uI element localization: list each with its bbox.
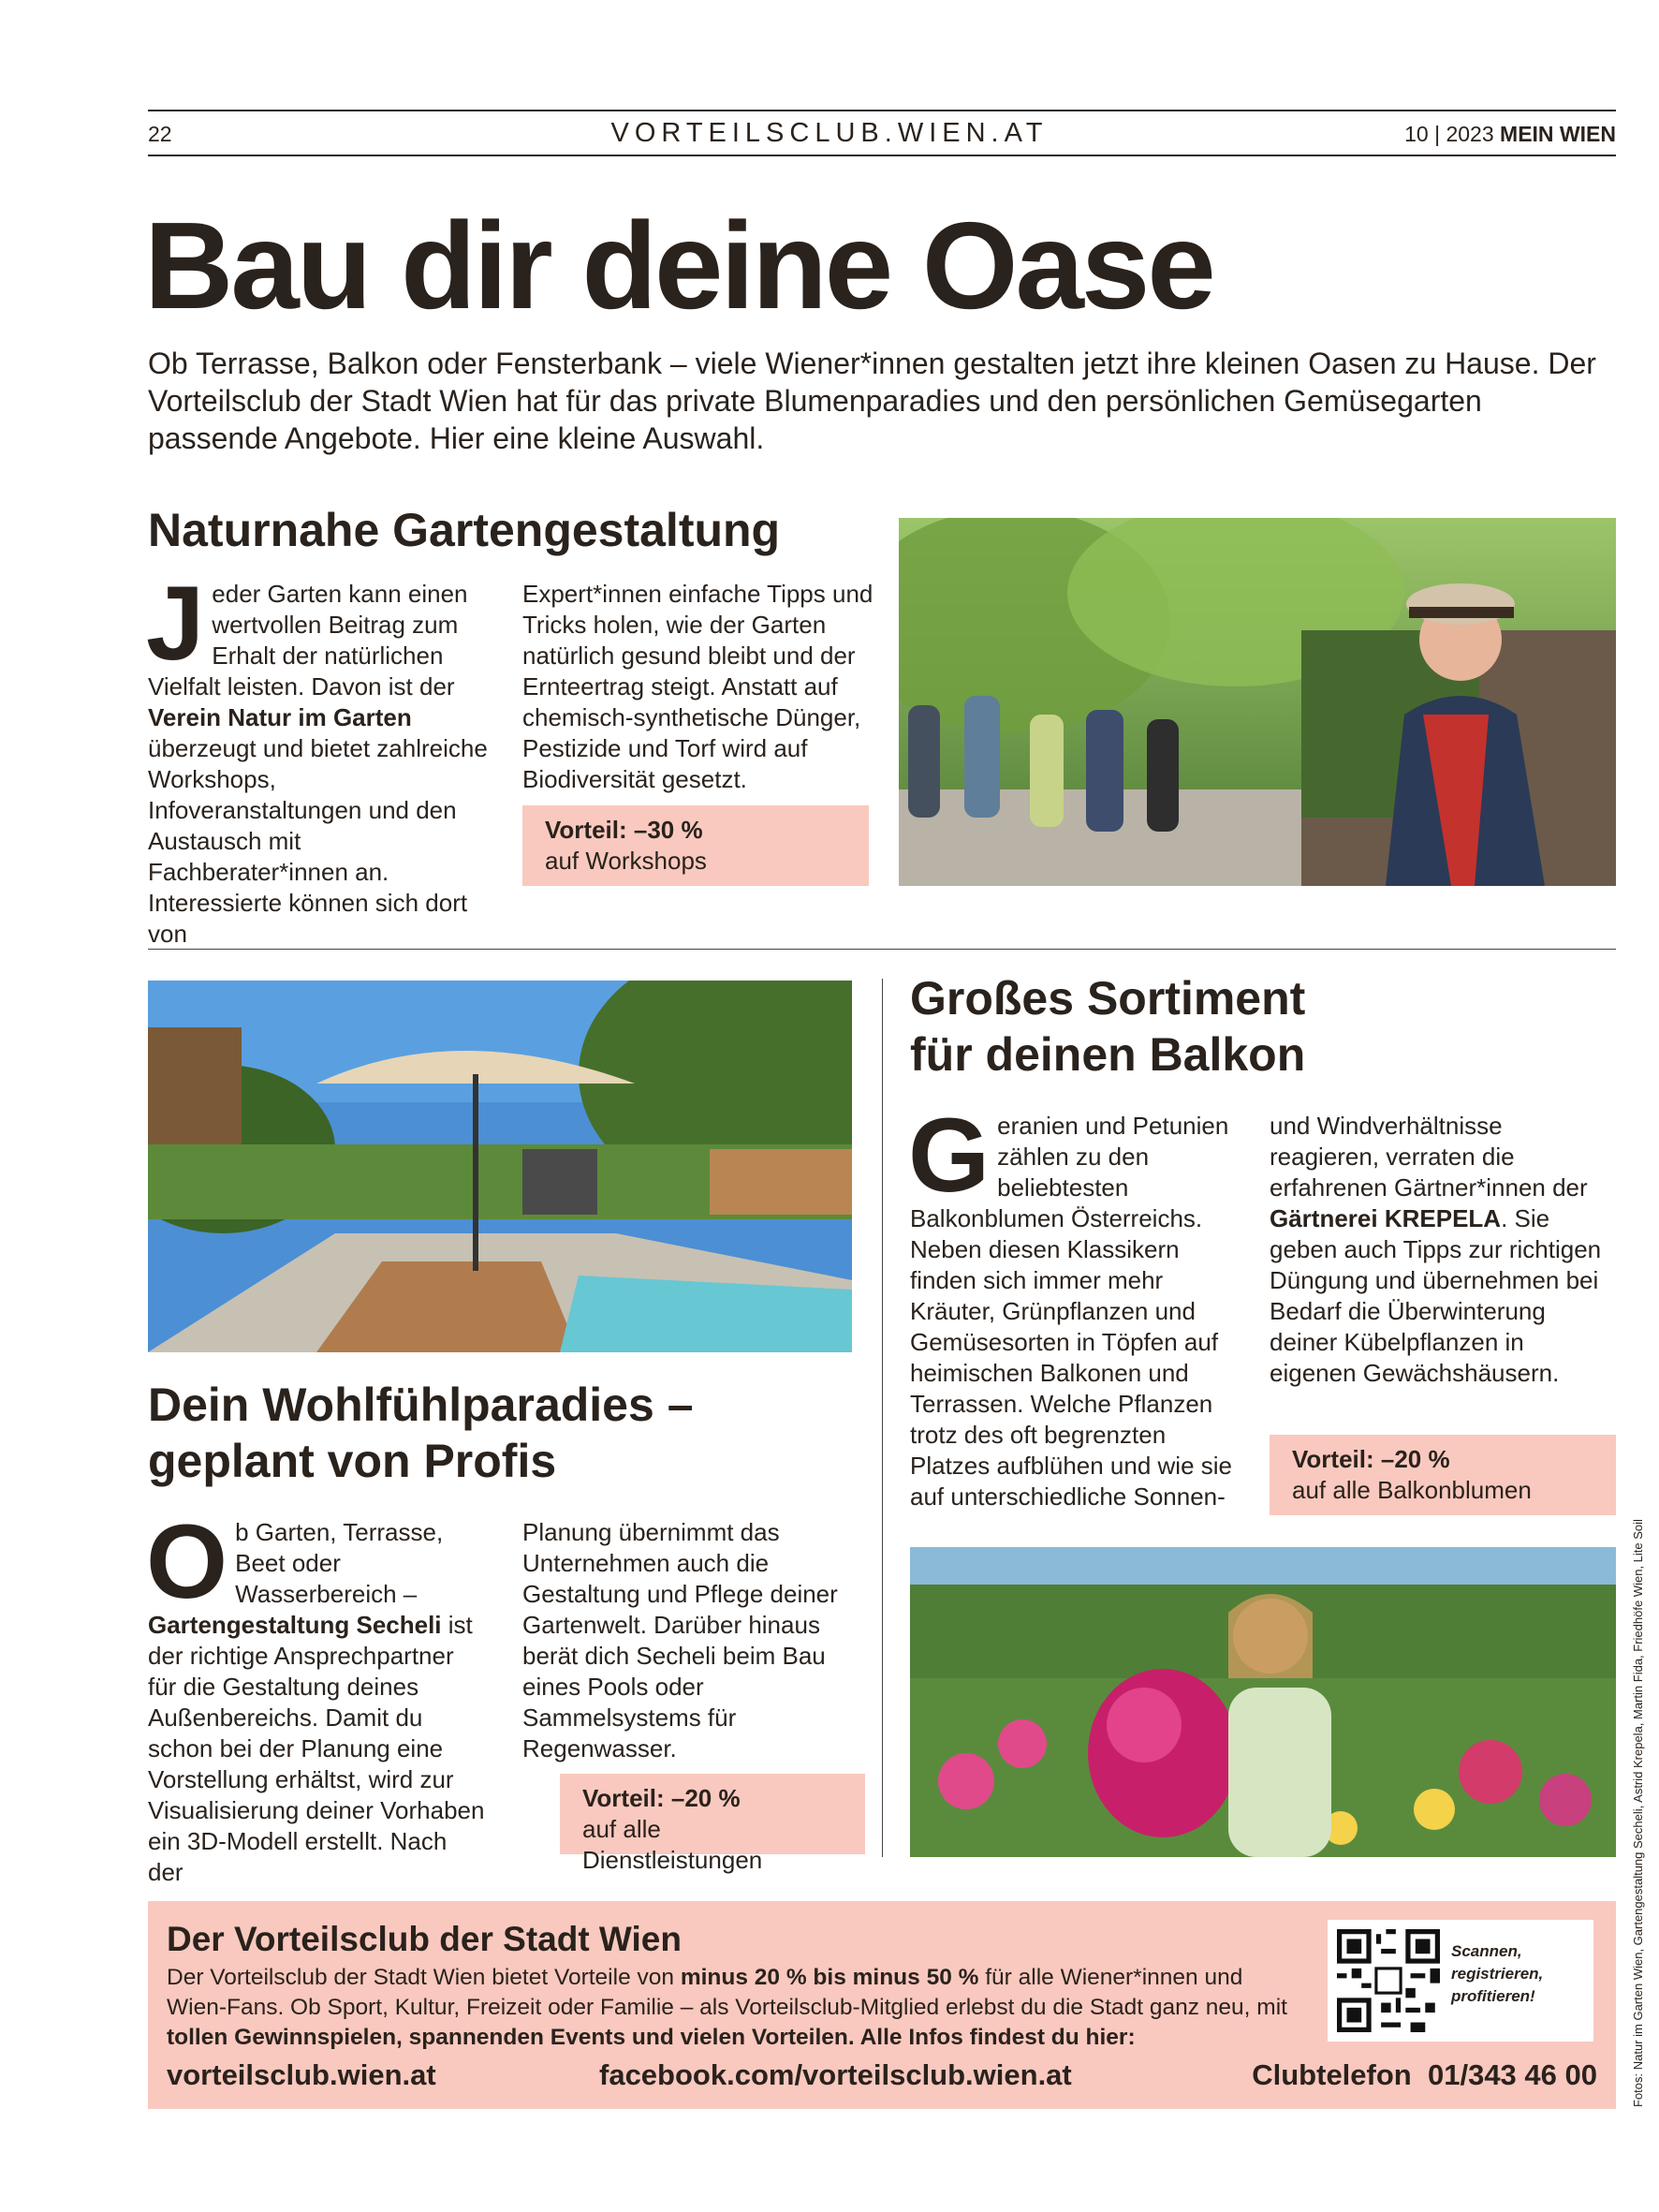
qr-caption bbox=[1451, 1940, 1582, 2008]
club-text-b: für alle Wiener*innen und Wien-Fans. Ob Sport, Kultur, Freizeit oder Familie – als Vorteilsclub-Mitglied erlebst du die Stadt ganz neu, mit bbox=[167, 1965, 1287, 2020]
qr-caption-line2: registrieren, bbox=[1451, 1965, 1544, 1983]
section2-col1-text-b: ist der richtige Ansprechpartner für die Gestaltung deines Außenbereichs. Damit du schon bei der Planung eine Vorstellung erhältst, wird zur Visualisierung deiner Vorhaben ein 3D-Modell erstellt. Nach der bbox=[148, 1611, 485, 1886]
section2-dropcap: O bbox=[146, 1503, 228, 1620]
section1-col1-text-a: eder Garten kann einen wertvollen Beitrag zum Erhalt der natürlichen Vielfalt leisten. Davon ist der bbox=[148, 580, 468, 700]
photo-balcony-flowers bbox=[910, 1547, 1616, 1857]
section3-col2 bbox=[1270, 1111, 1616, 1389]
section3-col1-text: eranien und Petunien zählen zu den beliebtesten Balkonblumen Österreichs. Neben diesen Klassikern finden sich immer mehr Kräuter, Grünpflanzen und Gemüsesorten in Töpfen auf heimischen Balkonen und Terrassen. Welche Pflanzen trotz des oft begrenzten Platzes aufblühen und wie sie auf unterschiedliche Sonnen- bbox=[910, 1112, 1233, 1511]
section-divider-vertical bbox=[882, 979, 883, 1857]
club-website-link[interactable]: vorteilsclub.wien.at bbox=[167, 2058, 436, 2091]
section1-benefit-text: auf Workshops bbox=[545, 847, 707, 875]
section1-dropcap: J bbox=[146, 565, 205, 682]
section1-heading: Naturnahe Gartengestaltung bbox=[148, 504, 781, 556]
section3-partner-name: Gärtnerei KREPELA bbox=[1270, 1204, 1502, 1232]
section3-dropcap: G bbox=[908, 1097, 991, 1214]
club-text bbox=[167, 1963, 1290, 2053]
section2-col2: Planung übernimmt das Unternehmen auch die Gestaltung und Pflege deiner Gartenwelt. Darüber hinaus berät dich Secheli beim Bau eines Pools oder Sammelsystems für Regenwasser. bbox=[522, 1518, 838, 1762]
photo-pool-garden bbox=[148, 981, 852, 1352]
qr-code-box bbox=[1328, 1920, 1593, 2042]
magazine-name: MEIN WIEN bbox=[1500, 122, 1616, 146]
section3-heading-line2: für deinen Balkon bbox=[910, 1028, 1306, 1081]
section1-benefit-box bbox=[522, 805, 869, 886]
photo-credits: Fotos: Natur im Garten Wien, Gartengestaltung Secheli, Astrid Krepela, Martin Fida, Friedhöfe Wien, Lite Soil bbox=[1631, 1519, 1645, 2107]
qr-caption-line3: profitieren! bbox=[1451, 1987, 1535, 2005]
section2-benefit-box bbox=[560, 1774, 865, 1874]
club-phone-label: Clubtelefon bbox=[1252, 2058, 1412, 2091]
section2-partner-name: Gartengestaltung Secheli bbox=[148, 1611, 442, 1639]
club-text-infos: Alle Infos findest du hier: bbox=[854, 2025, 1136, 2050]
section2-heading-line2: geplant von Profis bbox=[148, 1435, 557, 1487]
lead-paragraph: Ob Terrasse, Balkon oder Fensterbank – viele Wiener*innen gestalten jetzt ihre kleinen Oasen zu Hause. Der Vorteilsclub der Stadt Wien hat für das private Blumenparadies und den persönlichen Gemüsegarten passende Angebote. Hier eine kleine Auswahl. bbox=[148, 347, 1596, 455]
club-text-discount: minus 20 % bis minus 50 % bbox=[680, 1965, 979, 1990]
section1-partner-name: Verein Natur im Garten bbox=[148, 703, 412, 731]
section1-benefit-title: Vorteil: –30 % bbox=[545, 816, 703, 844]
section3-benefit-text: auf alle Balkonblumen bbox=[1292, 1476, 1532, 1504]
section3-benefit-title: Vorteil: –20 % bbox=[1292, 1445, 1450, 1473]
issue-info bbox=[1404, 122, 1616, 147]
section3-heading-line1: Großes Sortiment bbox=[910, 972, 1306, 1025]
page-title: Bau dir deine Oase bbox=[144, 197, 1213, 334]
club-phone[interactable] bbox=[1252, 2058, 1597, 2092]
section3-col1 bbox=[908, 1097, 1249, 1512]
section2-col1 bbox=[146, 1503, 489, 1888]
page-number: 22 bbox=[148, 122, 172, 146]
section2-heading bbox=[148, 1377, 694, 1489]
club-title: Der Vorteilsclub der Stadt Wien bbox=[167, 1920, 682, 1958]
section3-col2-text-b: . Sie geben auch Tipps zur richtigen Düngung und übernehmen bei Bedarf die Überwinterung deiner Kübelpflanzen in eigenen Gewächshäusern. bbox=[1270, 1204, 1602, 1387]
section3-benefit-box bbox=[1270, 1435, 1616, 1515]
section3-heading bbox=[910, 970, 1305, 1083]
photo-garden-workshop bbox=[899, 518, 1616, 886]
section1-col1-text-b: überzeugt und bietet zahlreiche Workshops, Infoveranstaltungen und den Austausch mit Fachberater*innen an. Interessierte können sich dort von bbox=[148, 734, 488, 948]
club-text-a: Der Vorteilsclub der Stadt Wien bietet Vorteile von bbox=[167, 1965, 681, 1990]
club-text-highlights: tollen Gewinnspielen, spannenden Events und vielen Vorteilen. bbox=[167, 2025, 855, 2050]
site-name: VORTEILSCLUB.WIEN.AT bbox=[610, 118, 1049, 148]
club-phone-number: 01/343 46 00 bbox=[1427, 2058, 1597, 2091]
section1-col1 bbox=[146, 565, 496, 950]
qr-code-icon[interactable] bbox=[1337, 1929, 1440, 2032]
club-info-box bbox=[148, 1901, 1616, 2109]
issue-number: 10 | 2023 bbox=[1404, 122, 1494, 146]
header-rule-top bbox=[148, 110, 1616, 111]
header-rule-bottom bbox=[148, 155, 1616, 156]
section2-benefit-title: Vorteil: –20 % bbox=[582, 1784, 741, 1812]
section-divider-horizontal bbox=[148, 949, 1616, 950]
section2-benefit-text: auf alle Dienstleistungen bbox=[582, 1815, 763, 1874]
club-facebook-link[interactable]: facebook.com/vorteilsclub.wien.at bbox=[599, 2058, 1072, 2091]
qr-caption-line1: Scannen, bbox=[1451, 1942, 1522, 1960]
section3-col2-text-a: und Windverhältnisse reagieren, verraten die erfahrenen Gärtner*innen der bbox=[1270, 1112, 1588, 1202]
section1-col2: Expert*innen einfache Tipps und Tricks holen, wie der Garten natürlich gesund bleibt und der Ernteertrag steigt. Anstatt auf chemisch-synthetische Dünger, Pestizide und Torf wird auf Biodiversität gesetzt. bbox=[522, 580, 874, 793]
section2-col1-text-a: b Garten, Terrasse, Beet oder Wasserbereich – bbox=[235, 1518, 444, 1608]
section2-heading-line1: Dein Wohlfühlparadies – bbox=[148, 1379, 694, 1431]
